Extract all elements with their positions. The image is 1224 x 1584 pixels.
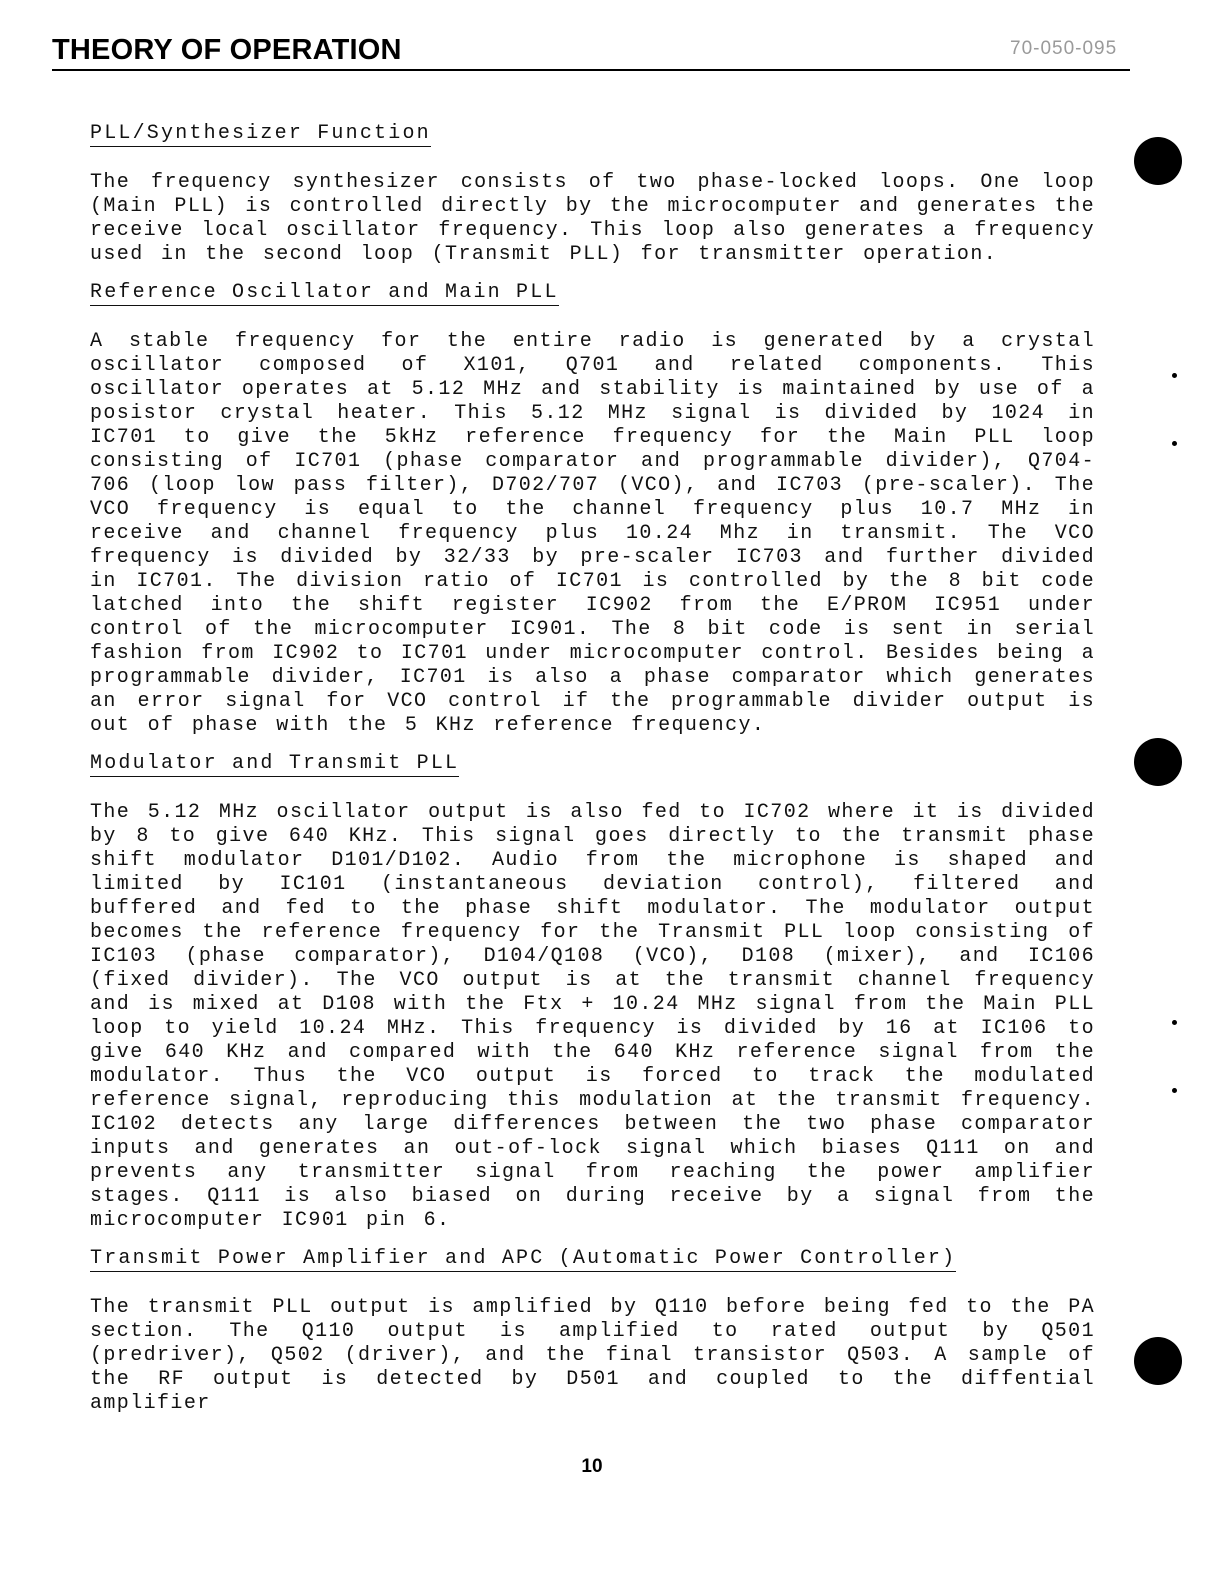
section-paragraph: The frequency synthesizer consists of two phase-locked loops. One loop (Main PLL) is controlled directly by the microcomputer and generates the receive local oscillator frequency. This loop also generates a frequency used in the second loop (Transmit PLL) for transmitter operation. — [90, 171, 1095, 266]
section-heading: Reference Oscillator and Main PLL — [90, 281, 559, 304]
section-modulator-transmit-pll — [90, 752, 1095, 1233]
document-number: 70-050-095 — [1010, 38, 1118, 59]
section-paragraph: A stable frequency for the entire radio is generated by a crystal oscillator composed of X101, Q701 and related components. This oscillator operates at 5.12 MHz and stability is maintained by use of a posistor crystal heater. This 5.12 MHz signal is divided by 1024 in IC701 to give the 5kHz reference frequency for the Main PLL loop consisting of IC701 (phase comparator and programmable divider), Q704-706 (loop low pass filter), D702/707 (VCO), and IC703 (pre-scaler). The VCO frequency is equal to the channel frequency plus 10.7 MHz in receive and channel frequency plus 10.24 Mhz in transmit. The VCO frequency is divided by 32/33 by pre-scaler IC703 and further divided in IC701. The division ratio of IC701 is controlled by the 8 bit code latched into the shift register IC902 from the E/PROM IC951 under control of the microcomputer IC901. The 8 bit code is sent in serial fashion from IC902 to IC701 under microcomputer control. Besides being a programmable divider, IC701 is also a phase comparator which generates an error signal for VCO control if the programmable divider output is out of phase with the 5 KHz reference frequency. — [90, 330, 1095, 737]
section-pll-synthesizer — [90, 122, 1095, 267]
section-heading: Modulator and Transmit PLL — [90, 752, 460, 775]
page-title: THEORY OF OPERATION — [52, 34, 402, 66]
binder-hole-top — [1134, 137, 1182, 185]
scan-speck — [1172, 441, 1177, 446]
section-paragraph: The transmit PLL output is amplified by Q110 before being fed to the PA section. The Q110 output is amplified to rated output by Q501 (predriver), Q502 (driver), and the final transistor Q503. A sample of the RF output is detected by D501 and coupled to the diffential amplifier — [90, 1296, 1095, 1415]
section-heading: Transmit Power Amplifier and APC (Automatic Power Controller) — [90, 1247, 957, 1270]
scan-speck — [1172, 1088, 1177, 1093]
section-reference-oscillator — [90, 281, 1095, 738]
binder-hole-bottom — [1134, 1337, 1182, 1385]
section-paragraph: The 5.12 MHz oscillator output is also fed to IC702 where it is divided by 8 to give 640 KHz. This signal goes directly to the transmit phase shift modulator D101/D102. Audio from the microphone is shaped and limited by IC101 (instantaneous deviation control), filtered and buffered and fed to the phase shift modulator. The modulator output becomes the reference frequency for the Transmit PLL loop consisting of IC103 (phase comparator), D104/Q108 (VCO), D108 (mixer), and IC106 (fixed divider). The VCO output is at the transmit channel frequency and is mixed at D108 with the Ftx + 10.24 MHz signal from the Main PLL loop to yield 10.24 MHz. This frequency is divided by 16 at IC106 to give 640 KHz and compared with the 640 KHz reference signal from the modulator. Thus the VCO output is forced to track the modulated reference signal, reproducing this modulation at the transmit frequency. IC102 detects any large differences between the two phase comparator inputs and generates an out-of-lock signal which biases Q111 on and prevents any transmitter signal from reaching the power amplifier stages. Q111 is also biased on during receive by a signal from the microcomputer IC901 pin 6. — [90, 801, 1095, 1232]
scan-speck — [1172, 373, 1177, 378]
section-transmit-power-amplifier — [90, 1247, 1095, 1416]
scan-speck — [1172, 1020, 1177, 1025]
section-heading: PLL/Synthesizer Function — [90, 122, 431, 145]
binder-hole-middle — [1134, 738, 1182, 786]
header-rule — [52, 69, 1130, 71]
document-body — [90, 122, 1095, 1430]
page-number: 10 — [581, 1456, 603, 1477]
